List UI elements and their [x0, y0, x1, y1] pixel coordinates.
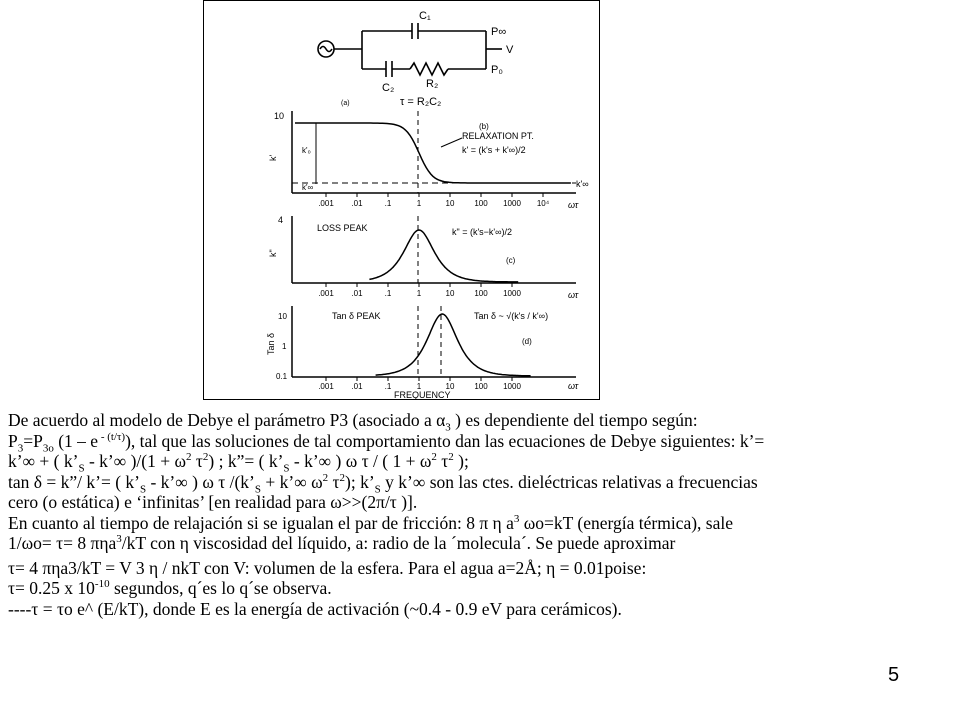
tandelta-curve: [376, 314, 531, 376]
y-tick-10: 10: [278, 312, 287, 321]
x-tick-label: 100: [474, 199, 488, 208]
panel-a-label: (a): [341, 100, 350, 107]
x-axis-label-c: ωτ: [568, 290, 579, 300]
x-tick-label: 1: [416, 289, 422, 298]
x-tick-label: .01: [351, 382, 363, 391]
ticks-a: [318, 193, 550, 208]
y-axis-label-tandelta: Tan δ: [266, 332, 276, 355]
debye-figure: [204, 1, 601, 401]
y-tick-1: 1: [282, 342, 287, 351]
x-tick-label: .001: [318, 289, 334, 298]
y-axis-label-kprime: k': [268, 154, 278, 161]
resistor-r2: [410, 63, 448, 75]
loss-peak-label: LOSS PEAK: [317, 223, 368, 233]
panel-d-label: (d): [522, 337, 532, 346]
panel-c-label: (c): [506, 256, 516, 265]
x-tick-label: .001: [318, 382, 334, 391]
x-tick-label: 1000: [503, 199, 521, 208]
x-axis-label-d: ωτ: [568, 381, 579, 391]
loss-peak-equation: k" = (k's−k'∞)/2: [452, 227, 513, 237]
figure: [203, 0, 600, 400]
p-inf-label: P∞: [491, 26, 507, 38]
line-6: En cuanto al tiempo de relajación si se igualan el par de fricción: 8 π η $a^3$ ωo=kT (energía térmica), sale: [8, 512, 733, 533]
p0-label: P₀: [491, 64, 503, 76]
ticks-d: [318, 377, 521, 391]
tandelta-peak-label: Tan δ PEAK: [332, 311, 381, 321]
x-tick-label: 10: [445, 382, 455, 391]
x-tick-label: .01: [351, 199, 363, 208]
x-tick-label: .1: [384, 289, 392, 298]
k0-label: k'₀: [302, 146, 311, 155]
panel-dispersion: [268, 100, 589, 210]
line-7: 1/ωo= τ= 8 πηa$^3$/kT con η viscosidad del líquido, a: radio de la ´molecula´. Se puede aproximar: [8, 533, 676, 553]
line-1: De acuerdo al modelo de Debye el parámetro P3 (asociado a $\alpha_3$ ) es dependiente del tiempo según:: [8, 410, 698, 434]
loss-curve: [369, 230, 518, 282]
x-tick-label: .001: [318, 199, 334, 208]
tau-equation: τ = R₂C₂: [400, 96, 442, 108]
tandelta-approx-equation: Tan δ ~ √(k's / k'∞): [474, 311, 549, 321]
x-tick-label: 1000: [503, 289, 521, 298]
page-number: 5: [888, 664, 900, 686]
kinf-right-label: k'∞: [576, 179, 589, 189]
line-10: ----τ = τo e^ (E/kT), donde E es la energía de activación (~0.4 - 0.9 eV para cerámicos).: [8, 598, 622, 619]
x-tick-label: 10: [445, 289, 455, 298]
line-4: tan δ = k”/ k’= ( $k’_S$ - k’∞ ) ω τ $/(k’_S$ + k’∞ $\omega^2$ $\tau^2$); $k’_S$ y k’∞ son las ctes. dieléctricas relativas a frecuencias: [8, 471, 758, 495]
frequency-label: FREQUENCY: [394, 390, 451, 400]
y-top-4: 4: [278, 215, 284, 225]
line-2: $P_3=P_{3o}$ (1 – e $^{- (t/\tau)}$), tal que las soluciones de tal comportamiento dan las ecuaciones de Debye siguientes: k’=: [8, 430, 765, 454]
x-tick-label: 1: [416, 382, 422, 391]
relaxation-label: RELAXATION PT.: [462, 131, 534, 141]
panel-loss: [268, 215, 579, 300]
x-tick-label: 10: [445, 199, 455, 208]
relaxation-equation: k' = (k's + k'∞)/2: [462, 145, 526, 155]
c2-label: C₂: [382, 82, 395, 94]
c1-label: C₁: [419, 10, 431, 22]
x-tick-label: 100: [474, 289, 488, 298]
line-3: k’∞ + ( $k’_S$ - k’∞ )$/(1 + \omega^2$ $\tau^2$) ; k”= ( $k’_S$ - k’∞ ) ω τ / ( $1 + \omega^2$ $\tau^2$ );: [8, 451, 469, 475]
ticks-c: [318, 283, 521, 298]
y-tick-0-1: 0.1: [276, 372, 288, 381]
panel-tandelta: [266, 306, 579, 400]
r2-label: R₂: [426, 78, 439, 90]
line-5: cero (o estática) e ‘infinitas’ [en realidad para ω>>(2π/τ )].: [8, 492, 418, 512]
line-8: τ= 4 πηa3/kT = V 3 η / nkT con V: volumen de la esfera. Para el agua a=2Å; η = 0.01poise:: [8, 557, 647, 578]
ac-wave-icon: [320, 47, 332, 52]
x-tick-label: .01: [351, 289, 363, 298]
y-axis-label-kdouble: k": [268, 249, 278, 257]
x-tick-label: 1000: [503, 382, 521, 391]
line-9: τ= 0.25 x $10^{-10}$ segundos, q´es lo q´se observa.: [8, 578, 332, 598]
circuit-diagram: [318, 23, 502, 77]
x-tick-label: 1: [416, 199, 422, 208]
x-axis-label-a: ωτ: [568, 200, 579, 210]
x-tick-label: .1: [384, 382, 392, 391]
x-tick-label: .1: [384, 199, 392, 208]
y-top-10: 10: [274, 111, 285, 121]
body-text: [8, 410, 952, 619]
kinf-label: k'∞: [302, 183, 314, 192]
panel-b-label: (b): [479, 122, 489, 131]
x-tick-label: 10⁴: [536, 199, 550, 208]
v-label: V: [506, 44, 514, 56]
x-tick-label: 100: [474, 382, 488, 391]
